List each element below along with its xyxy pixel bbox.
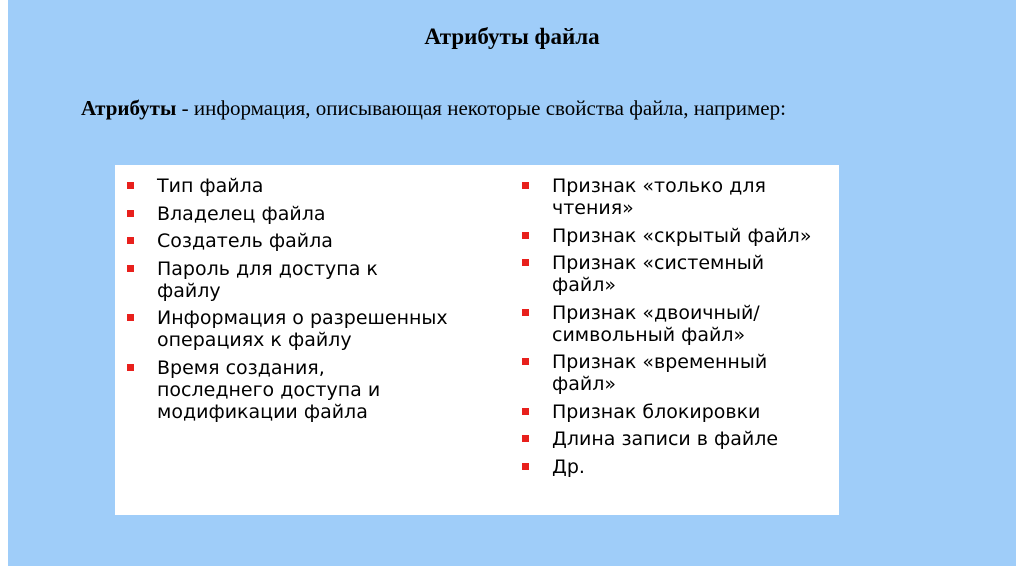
- bullet-icon: [522, 309, 529, 316]
- bullet-icon: [522, 259, 529, 266]
- list-item-text: Длина записи в файле: [552, 428, 779, 450]
- list-item-text: Др.: [552, 455, 585, 478]
- list-item: [127, 203, 467, 225]
- intro-text: - информация, описывающая некоторые свойства файла, например:: [176, 96, 786, 120]
- list-item: [522, 456, 822, 478]
- list-item: [522, 175, 777, 219]
- list-item-text: Пароль для доступа к файлу: [157, 257, 378, 302]
- list-item: [522, 225, 822, 247]
- list-item-text: Признак «двоичный/ символьный файл»: [552, 301, 760, 346]
- list-item-text: Создатель файла: [157, 230, 333, 252]
- list-item: [522, 401, 822, 423]
- list-item: [127, 175, 467, 197]
- list-item-text: Тип файла: [157, 175, 264, 197]
- list-item: [522, 351, 777, 395]
- attributes-list-right: [522, 175, 822, 483]
- list-item-text: Время создания, последнего доступа и модификации файла: [157, 356, 381, 423]
- list-item-text: Признак «системный файл»: [552, 252, 765, 296]
- bullet-icon: [522, 232, 529, 239]
- list-item-text: Владелец файла: [157, 202, 326, 225]
- bullet-icon: [522, 463, 529, 470]
- list-item-text: Информация о разрешенных операциях к файлу: [157, 307, 448, 351]
- list-item: [522, 302, 777, 346]
- intro-sentence: [81, 96, 786, 121]
- attributes-panel: [115, 165, 839, 515]
- bullet-icon: [522, 408, 529, 415]
- slide-title: Атрибуты файла: [424, 24, 600, 49]
- list-item-text: Признак «скрытый файл»: [552, 224, 812, 247]
- list-item: [127, 258, 387, 302]
- bullet-icon: [127, 364, 134, 371]
- bullet-icon: [127, 210, 134, 217]
- bullet-icon: [522, 182, 529, 189]
- attributes-list-left: [127, 175, 467, 428]
- list-item: [127, 357, 407, 423]
- bullet-icon: [127, 265, 134, 272]
- list-item-text: Признак «только для чтения»: [552, 175, 766, 219]
- list-item-text: Признак блокировки: [552, 400, 761, 423]
- list-item: [127, 307, 467, 351]
- bullet-icon: [127, 237, 134, 244]
- bullet-icon: [127, 182, 134, 189]
- list-item-text: Признак «временный файл»: [552, 351, 768, 395]
- bullet-icon: [522, 435, 529, 442]
- bullet-icon: [522, 358, 529, 365]
- list-item: [522, 428, 822, 450]
- list-item: [522, 252, 777, 296]
- intro-term: Атрибуты: [81, 96, 177, 120]
- list-item: [127, 230, 467, 252]
- bullet-icon: [127, 314, 134, 321]
